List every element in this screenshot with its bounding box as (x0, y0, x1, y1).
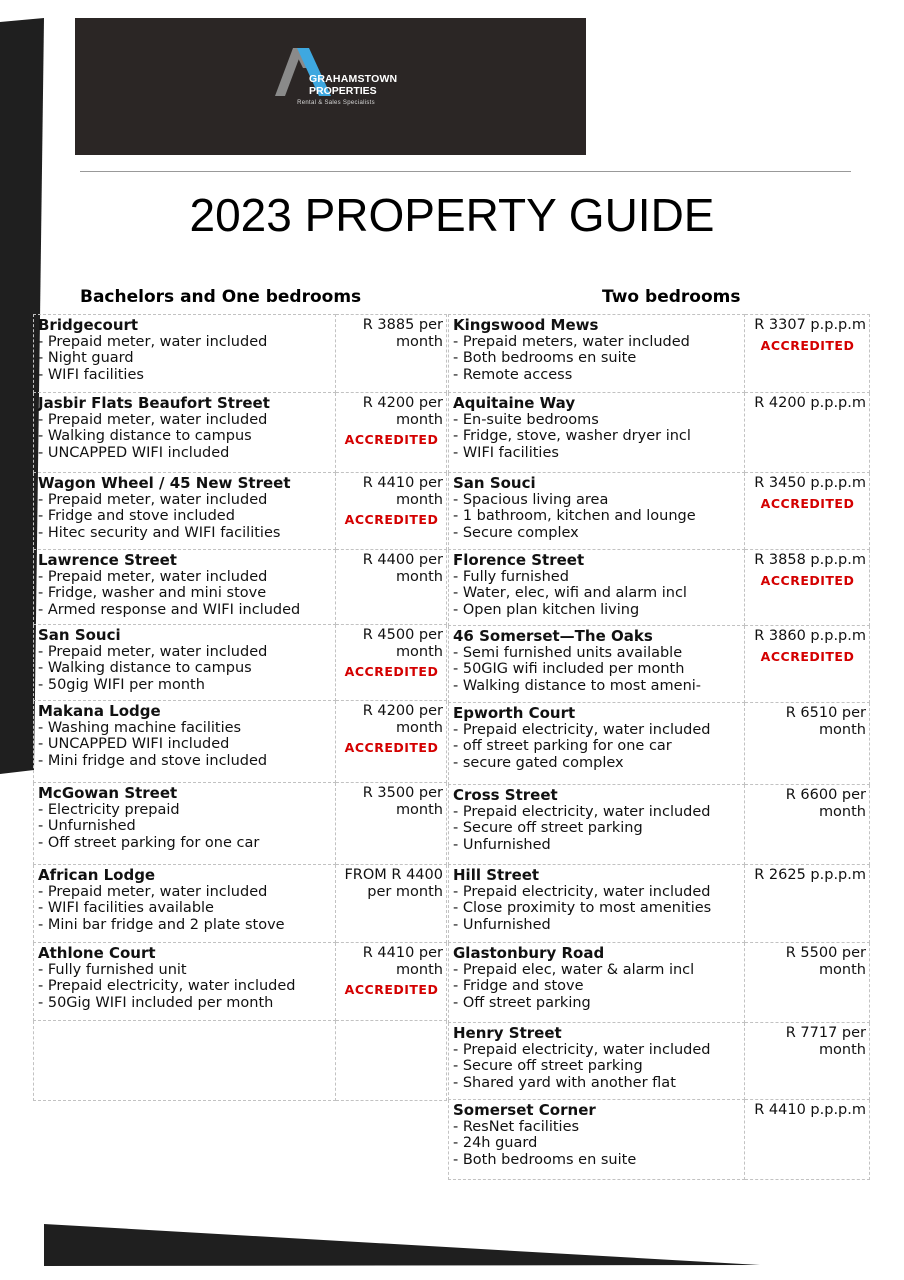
listing-name: Hill Street (453, 867, 540, 884)
listing-info-cell (449, 473, 745, 550)
listing-price-cell (336, 473, 447, 550)
listing-feature: - Close proximity to most amenities (453, 900, 712, 916)
listing-row (449, 785, 870, 865)
listing-feature: - Unfurnished (38, 818, 136, 834)
listing-name: 46 Somerset—The Oaks (453, 628, 653, 645)
listing-price: R 4410 p.p.p.m (754, 1102, 866, 1118)
listing-feature: - Fridge, washer and mini stove (38, 585, 267, 601)
listing-feature: - Walking distance to campus (38, 660, 252, 676)
listing-feature: - Hitec security and WIFI facilities (38, 524, 281, 541)
listing-info-cell (34, 1021, 336, 1101)
listing-name: Aquitaine Way (453, 395, 576, 412)
listing-feature: - Prepaid meter, water included (38, 411, 268, 428)
listing-price-cell (745, 703, 870, 785)
accredited-badge: ACCREDITED (344, 740, 439, 755)
listing-info-cell (34, 783, 336, 865)
listing-feature: - secure gated complex (453, 754, 624, 771)
listing-feature: - Remote access (453, 366, 573, 383)
listing-feature: - Walking distance to most ameni- (453, 677, 702, 694)
listing-feature: - Night guard (38, 350, 134, 366)
listing-info-cell (449, 393, 745, 473)
listing-feature: - Both bedrooms en suite (453, 350, 637, 366)
listing-info-cell (34, 393, 336, 473)
listing-price: R 4410 per month (362, 945, 443, 978)
listing-feature: - ResNet facilities (453, 1118, 580, 1135)
listing-row (34, 1021, 447, 1101)
listing-price-cell (336, 783, 447, 865)
listing-price-cell (745, 315, 870, 393)
listing-row (34, 315, 447, 393)
listing-feature: - 24h guard (453, 1135, 538, 1151)
accredited-badge: ACCREDITED (760, 572, 855, 588)
listing-feature: - UNCAPPED WIFI included (38, 444, 230, 461)
listing-info-cell (34, 473, 336, 550)
listing-price-cell (336, 943, 447, 1021)
listing-name: Kingswood Mews (453, 317, 599, 334)
listing-price-cell (336, 315, 447, 393)
listing-price-cell (745, 626, 870, 703)
listing-feature: - WIFI facilities (453, 444, 559, 461)
listing-feature: - Prepaid meter, water included (38, 568, 268, 585)
listing-row (34, 701, 447, 783)
listing-row (34, 865, 447, 943)
listing-info-cell (449, 1023, 745, 1100)
listing-price: R 7717 per month (785, 1025, 866, 1058)
right-column-heading: Two bedrooms (602, 287, 741, 307)
listing-name: McGowan Street (38, 785, 178, 802)
listing-price-cell (745, 943, 870, 1023)
listing-info-cell (449, 1100, 745, 1180)
listing-price-cell (336, 393, 447, 473)
accredited-badge: ACCREDITED (344, 512, 439, 527)
listing-price-cell (745, 1023, 870, 1100)
listing-name: Makana Lodge (38, 703, 161, 720)
listing-feature: - Prepaid electricity, water included (453, 883, 711, 900)
listing-feature: - Electricity prepaid (38, 801, 180, 818)
listing-name: Bridgecourt (38, 317, 139, 334)
listing-feature: - Washing machine facilities (38, 719, 242, 736)
listing-feature: - Walking distance to campus (38, 428, 252, 444)
bachelor-listings-table (33, 314, 447, 1101)
listing-row (34, 550, 447, 625)
listing-row (34, 393, 447, 473)
listing-row (449, 1100, 870, 1180)
listing-name: San Souci (453, 475, 536, 492)
listing-feature: - Open plan kitchen living (453, 601, 640, 618)
listing-name: Jasbir Flats Beaufort Street (38, 395, 270, 412)
listing-feature: - Fridge and stove (453, 978, 584, 994)
listing-name: Henry Street (453, 1025, 562, 1042)
listing-info-cell (449, 943, 745, 1023)
listing-feature: - WIFI facilities (38, 366, 144, 383)
listing-feature: - Both bedrooms en suite (453, 1151, 637, 1168)
listing-name: Wagon Wheel / 45 New Street (38, 475, 291, 492)
listing-info-cell (449, 785, 745, 865)
listing-feature: - Mini bar fridge and 2 plate stove (38, 916, 285, 933)
listing-feature: - Prepaid meter, water included (38, 883, 268, 900)
listing-price: R 3885 per month (362, 317, 443, 350)
listing-feature: - Secure complex (453, 524, 579, 541)
accredited-badge: ACCREDITED (760, 337, 855, 353)
listing-price: R 5500 per month (785, 945, 866, 978)
two-bedroom-listings-table (448, 314, 870, 1180)
listing-price: R 3307 p.p.p.m (754, 317, 866, 333)
listing-price: R 4200 per month (362, 703, 443, 736)
listing-price-cell (336, 1021, 447, 1101)
accredited-badge: ACCREDITED (344, 982, 439, 997)
accredited-badge: ACCREDITED (760, 495, 855, 511)
listing-feature: - WIFI facilities available (38, 900, 214, 916)
listing-name: Cross Street (453, 787, 558, 804)
listing-name: Athlone Court (38, 945, 156, 962)
listing-row (449, 943, 870, 1023)
listing-feature: - 50GIG wifi included per month (453, 661, 685, 677)
logo-banner (75, 18, 586, 155)
listing-info-cell (449, 703, 745, 785)
page-title: 2023 PROPERTY GUIDE (189, 189, 715, 241)
listing-price: R 4200 per month (362, 395, 443, 428)
listing-feature: - Prepaid meters, water included (453, 333, 690, 350)
listing-feature: - Off street parking (453, 994, 591, 1011)
listing-feature: - Prepaid electricity, water included (453, 1041, 711, 1058)
listing-feature: - Prepaid meter, water included (38, 491, 268, 508)
listing-price-cell (745, 865, 870, 943)
listing-name: Lawrence Street (38, 552, 177, 569)
listing-price: R 4500 per month (362, 627, 443, 660)
accredited-badge: ACCREDITED (344, 432, 439, 447)
listing-feature: - Semi furnished units available (453, 644, 683, 661)
listing-price: R 4200 p.p.p.m (754, 395, 866, 411)
listing-feature: - Unfurnished (453, 836, 551, 853)
left-column-heading: Bachelors and One bedrooms (80, 287, 362, 307)
listing-price-cell (745, 785, 870, 865)
listing-feature: - Fridge, stove, washer dryer incl (453, 428, 691, 444)
listing-info-cell (449, 865, 745, 943)
listing-row (449, 473, 870, 550)
brand-tagline: Rental & Sales Specialists (297, 100, 375, 106)
listing-info-cell (34, 550, 336, 625)
listing-price-cell (336, 550, 447, 625)
listing-feature: - Fully furnished (453, 568, 569, 585)
listing-price-cell (745, 550, 870, 626)
listing-feature: - off street parking for one car (453, 738, 672, 754)
listing-info-cell (449, 550, 745, 626)
listing-feature: - Fully furnished unit (38, 961, 187, 978)
listing-price-cell (336, 625, 447, 701)
listing-price: R 3860 p.p.p.m (754, 628, 866, 644)
listing-feature: - Off street parking for one car (38, 834, 260, 851)
brand-name-line1: GRAHAMSTOWN (309, 73, 398, 85)
listing-name: Epworth Court (453, 705, 576, 722)
listing-feature: - En-suite bedrooms (453, 411, 599, 428)
listing-feature: - Water, elec, wifi and alarm incl (453, 585, 687, 601)
listing-info-cell (449, 315, 745, 393)
brand-name-line2: PROPERTIES (309, 85, 377, 97)
listing-feature: - 1 bathroom, kitchen and lounge (453, 508, 696, 524)
listing-price: R 4410 per month (362, 475, 443, 508)
listing-feature: - Mini fridge and stove included (38, 752, 268, 769)
listing-name: San Souci (38, 627, 121, 644)
listing-feature: - Secure off street parking (453, 820, 643, 836)
listing-feature: - Armed response and WIFI included (38, 601, 301, 618)
listing-feature: - 50gig WIFI per month (38, 676, 205, 693)
listing-price-cell (336, 865, 447, 943)
listing-row (449, 393, 870, 473)
listing-feature: - 50Gig WIFI included per month (38, 994, 274, 1011)
bottom-stripe-decoration (0, 1210, 904, 1280)
listing-row (34, 783, 447, 865)
listing-info-cell (34, 943, 336, 1021)
listing-feature: - Spacious living area (453, 491, 609, 508)
listing-price-cell (336, 701, 447, 783)
listing-row (449, 703, 870, 785)
listing-name: African Lodge (38, 867, 156, 884)
listing-info-cell (34, 865, 336, 943)
listing-name: Glastonbury Road (453, 945, 605, 962)
listing-row (449, 550, 870, 626)
listing-info-cell (34, 315, 336, 393)
listing-price: FROM R 4400 per month (344, 867, 443, 900)
listing-price: R 4400 per month (362, 552, 443, 585)
listing-price: R 3858 p.p.p.m (754, 552, 866, 568)
listing-price-cell (745, 473, 870, 550)
listing-info-cell (34, 701, 336, 783)
listing-feature: - Unfurnished (453, 916, 551, 933)
listing-feature: - UNCAPPED WIFI included (38, 736, 230, 752)
accredited-badge: ACCREDITED (760, 648, 855, 664)
listing-row (34, 625, 447, 701)
listing-row (449, 865, 870, 943)
listing-price: R 3500 per month (362, 785, 443, 818)
listing-name: Somerset Corner (453, 1102, 596, 1119)
listing-price: R 6600 per month (785, 787, 866, 820)
listing-row (449, 315, 870, 393)
listing-price: R 6510 per month (785, 705, 866, 738)
listing-price: R 3450 p.p.p.m (754, 475, 866, 491)
listing-price-cell (745, 393, 870, 473)
listing-feature: - Secure off street parking (453, 1058, 643, 1074)
header-divider (80, 171, 851, 172)
listing-feature: - Prepaid meter, water included (38, 333, 268, 350)
listing-info-cell (34, 625, 336, 701)
listing-feature: - Prepaid electricity, water included (453, 721, 711, 738)
listing-feature: - Shared yard with another flat (453, 1074, 676, 1091)
listing-name: Florence Street (453, 552, 585, 569)
listing-feature: - Prepaid electricity, water included (38, 978, 296, 994)
listing-info-cell (449, 626, 745, 703)
listing-row (449, 626, 870, 703)
listing-price: R 2625 p.p.p.m (754, 867, 866, 883)
listing-feature: - Prepaid electricity, water included (453, 803, 711, 820)
listing-row (34, 473, 447, 550)
accredited-badge: ACCREDITED (344, 664, 439, 679)
listing-row (34, 943, 447, 1021)
listing-feature: - Prepaid elec, water & alarm incl (453, 961, 695, 978)
listing-feature: - Prepaid meter, water included (38, 643, 268, 660)
listing-row (449, 1023, 870, 1100)
listing-feature: - Fridge and stove included (38, 508, 235, 524)
listing-price-cell (745, 1100, 870, 1180)
